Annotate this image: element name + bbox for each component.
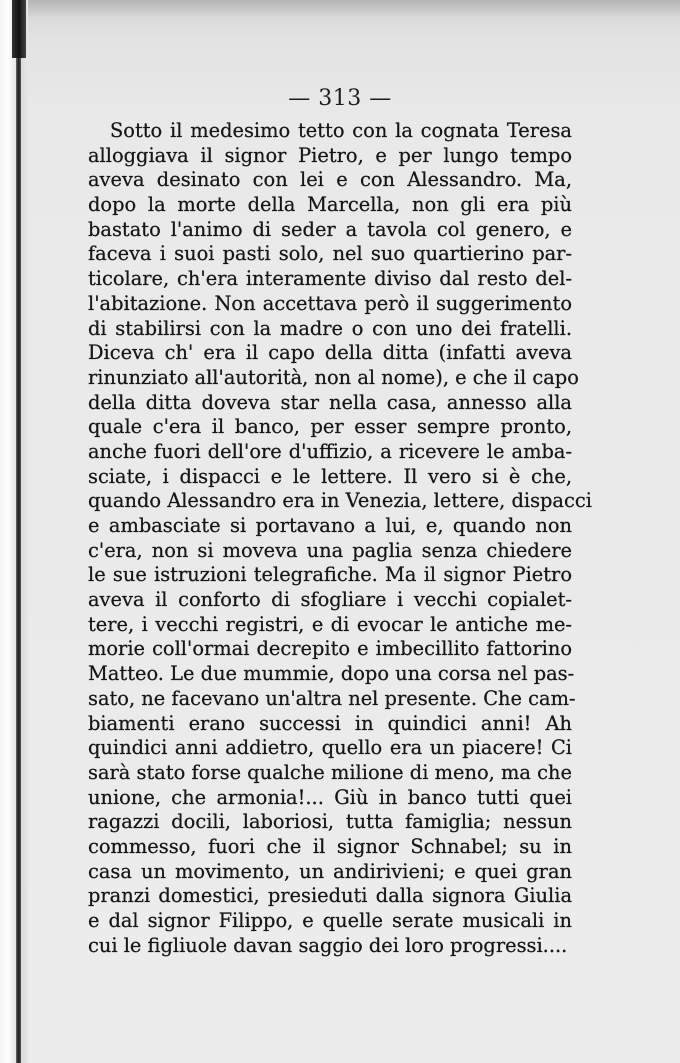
- text-line: aveva il conforto di sfogliare i vecchi copialet-: [88, 588, 572, 612]
- text-line: Diceva ch' era il capo della ditta (infatti aveva: [88, 341, 572, 365]
- text-line: Sotto il medesimo tetto con la cognata Teresa: [110, 119, 572, 142]
- text-line: quando Alessandro era in Venezia, lettere, dispacci: [88, 489, 592, 513]
- text-line: l'abitazione. Non accettava però il suggerimento: [88, 291, 572, 315]
- text-line: rinunziato all'autorità, non al nome), e che il capo: [88, 365, 579, 389]
- text-line: della ditta doveva star nella casa, annesso alla: [88, 390, 572, 414]
- text-line: c'era, non si moveva una paglia senza chiedere: [88, 538, 572, 562]
- text-line: e dal signor Filippo, e quelle serate musicali in: [88, 909, 572, 932]
- text-line: morie coll'ormai decrepito e imbecillito fattorino: [88, 637, 572, 661]
- text-line: unione, che armonia!... Giù in banco tutti quei: [88, 785, 572, 809]
- text-line: sciate, i dispacci e le lettere. Il vero si è che,: [88, 464, 572, 488]
- text-line: di stabilirsi con la madre o con uno dei fratelli.: [88, 316, 572, 340]
- text-line: aveva desinato con lei e con Alessandro. Ma,: [88, 168, 572, 192]
- text-line: commesso, fuori che il signor Schnabel; su in: [88, 834, 572, 858]
- text-line: ragazzi docili, laboriosi, tutta famiglia; nessun: [88, 810, 572, 834]
- binding-spine-top: [12, 0, 26, 58]
- text-line: bastato l'animo di seder a tavola col genero, e: [88, 217, 572, 241]
- binding-spine-line: [16, 0, 21, 1063]
- text-line: anche fuori dell'ore d'uffizio, a ricevere le amba-: [88, 439, 572, 463]
- text-line: sarà stato forse qualche milione di meno, ma che: [88, 760, 572, 784]
- text-line: cui le figliuole davan saggio dei loro progressi....: [88, 933, 568, 957]
- text-line: faceva i suoi pasti solo, nel suo quartierino par-: [88, 242, 572, 266]
- binding-edge: [0, 0, 28, 1063]
- text-line: alloggiava il signor Pietro, e per lungo tempo: [88, 143, 572, 167]
- text-line: tere, i vecchi registri, e di evocar le antiche me-: [88, 612, 572, 636]
- text-line: sato, ne facevano un'altra nel presente. Che cam-: [88, 686, 576, 710]
- text-line: casa un movimento, un andirivieni; e quei gran: [88, 859, 572, 883]
- text-line: quindici anni addietro, quello era un piacere! Ci: [88, 736, 572, 760]
- text-line: dopo la morte della Marcella, non gli era più: [88, 193, 572, 217]
- text-line: quale c'era il banco, per esser sempre pronto,: [88, 415, 572, 439]
- text-line: le sue istruzioni telegrafiche. Ma il signor Pietro: [88, 563, 572, 587]
- text-line: pranzi domestici, presieduti dalla signora Giulia: [88, 884, 572, 908]
- text-line: ticolare, ch'era interamente diviso dal resto del-: [88, 267, 572, 291]
- page-number: — 313 —: [288, 86, 392, 111]
- text-line: Matteo. Le due mummie, dopo una corsa nel pas-: [88, 662, 575, 686]
- text-line: e ambasciate si portavano a lui, e, quando non: [88, 514, 572, 537]
- body-text: [88, 119, 592, 958]
- text-line: biamenti erano successi in quindici anni! Ah: [88, 711, 572, 735]
- page-top-shadow: [0, 0, 680, 18]
